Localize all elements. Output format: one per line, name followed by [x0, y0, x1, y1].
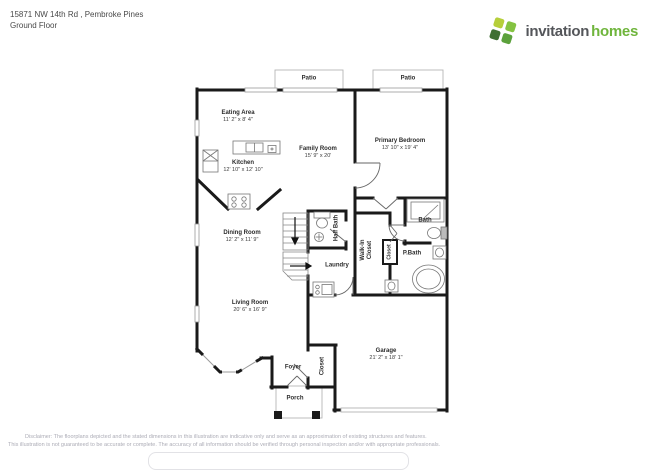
- room-label-kitchen: Kitchen 12' 10" x 12' 10": [223, 160, 263, 173]
- porch-column-icon: [274, 411, 282, 419]
- porch-column-icon: [312, 411, 320, 419]
- half-bath-sink-icon: [315, 233, 324, 242]
- room-label-family-room: Family Room 15' 9" x 20': [299, 146, 337, 159]
- room-label-bath: Bath: [418, 217, 432, 224]
- disclaimer-line-1: Disclaimer: The floorplans depicted and the stated dimensions in this illustration are indicative only and serve as an approximation of existing structures and features.: [25, 434, 427, 440]
- disclaimer-line-2: This illustration is not guaranteed to be accurate or complete. The accuracy of all information should be verified through personal inspection and/or with appropriate professionals.: [8, 442, 441, 448]
- room-label-dining-room: Dining Room 12' 2" x 11' 9": [223, 230, 261, 243]
- pbath-vanity-icon: [385, 280, 398, 292]
- room-label-living-room: Living Room 20' 6" x 16' 9": [231, 300, 269, 313]
- room-label-garage: Garage 21' 2" x 18' 1": [369, 348, 403, 361]
- room-label-foyer-closet: Closet: [319, 356, 326, 376]
- kitchen-counter-sink-icon: [233, 141, 280, 154]
- room-label-patio-right: Patio: [400, 75, 416, 82]
- bay-windows: [203, 355, 256, 372]
- room-label-primary-bedroom: Primary Bedroom 13' 10" x 19' 4": [374, 138, 426, 151]
- room-label-laundry: Laundry: [325, 262, 349, 269]
- washer-icon: [313, 282, 334, 297]
- room-label-walk-in-closet: Walk-In Closet: [360, 239, 373, 261]
- room-label-p-bath: P.Bath: [402, 250, 422, 257]
- half-bath-toilet-icon: [314, 212, 330, 228]
- garage-door: [341, 408, 437, 412]
- logo-word-invitation: invitation: [525, 22, 590, 40]
- floor-line: Ground Floor: [10, 21, 58, 30]
- patio-outlines: [275, 70, 443, 90]
- room-label-eating-area: Eating Area 11' 2" x 8' 4": [221, 110, 255, 123]
- porch-outline: [274, 386, 322, 419]
- bath-toilet-icon: [428, 227, 448, 239]
- fixtures: [203, 141, 447, 297]
- room-label-foyer: Foyer: [284, 364, 302, 371]
- room-label-hall-closet: Closet: [386, 244, 393, 260]
- room-label-patio-left: Patio: [301, 75, 317, 82]
- pbath-sink-icon: [433, 246, 446, 259]
- logo-word-homes: homes: [591, 22, 638, 40]
- bathtub-icon: [413, 265, 445, 293]
- walls: [197, 89, 447, 411]
- hall-closet-box: [383, 240, 397, 264]
- address-line: 15871 NW 14th Rd , Pembroke Pines: [10, 10, 144, 19]
- bottom-panel: [148, 452, 409, 470]
- room-label-porch: Porch: [286, 395, 304, 402]
- shower-icon: [407, 199, 444, 222]
- doors: [284, 163, 405, 386]
- room-label-half-bath: Half Bath: [333, 214, 340, 242]
- stove-icon: [228, 194, 250, 209]
- kitchen-pantry-cabinet-icon: [203, 150, 218, 172]
